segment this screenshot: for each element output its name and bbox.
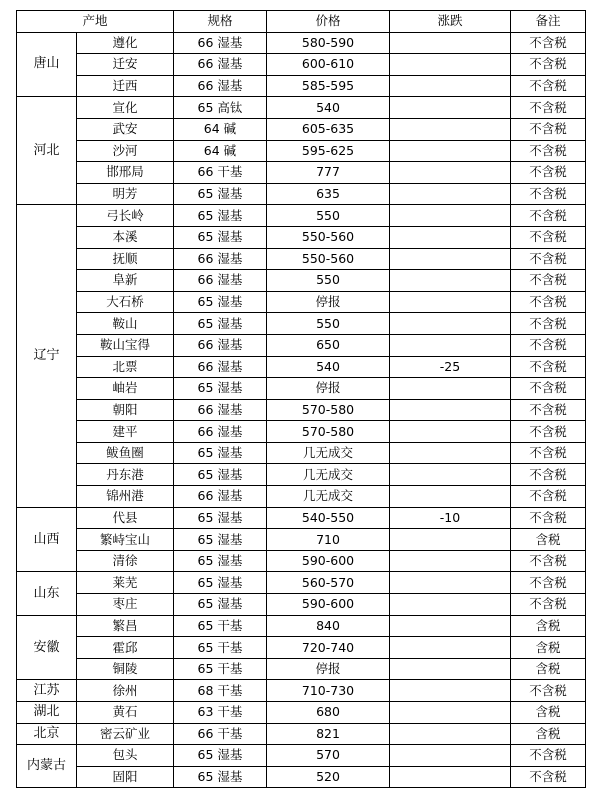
place-cell: 本溪 <box>77 226 174 248</box>
header-origin: 产地 <box>17 11 174 33</box>
note-cell: 不含税 <box>511 421 586 443</box>
table-row <box>17 162 586 184</box>
spec-cell: 65 湿基 <box>174 529 267 551</box>
place-cell: 迁安 <box>77 54 174 76</box>
note-cell: 不含税 <box>511 248 586 270</box>
price-cell: 720-740 <box>267 637 390 659</box>
place-cell: 清徐 <box>77 550 174 572</box>
price-cell: 几无成交 <box>267 486 390 508</box>
price-table <box>16 10 586 788</box>
region-cell: 山东 <box>17 572 77 615</box>
note-cell: 不含税 <box>511 464 586 486</box>
note-cell: 含税 <box>511 702 586 724</box>
spec-cell: 65 湿基 <box>174 183 267 205</box>
note-cell: 含税 <box>511 615 586 637</box>
note-cell: 含税 <box>511 529 586 551</box>
change-cell <box>390 118 511 140</box>
spec-cell: 66 湿基 <box>174 75 267 97</box>
table-row <box>17 399 586 421</box>
place-cell: 铜陵 <box>77 658 174 680</box>
note-cell: 不含税 <box>511 32 586 54</box>
table-row <box>17 572 586 594</box>
change-cell <box>390 162 511 184</box>
change-cell <box>390 205 511 227</box>
place-cell: 密云矿业 <box>77 723 174 745</box>
note-cell: 含税 <box>511 723 586 745</box>
spec-cell: 66 干基 <box>174 723 267 745</box>
price-cell: 540 <box>267 97 390 119</box>
header-note: 备注 <box>511 11 586 33</box>
table-row <box>17 594 586 616</box>
change-cell <box>390 399 511 421</box>
region-cell: 辽宁 <box>17 205 77 507</box>
note-cell: 不含税 <box>511 291 586 313</box>
price-cell: 680 <box>267 702 390 724</box>
place-cell: 鞍山宝得 <box>77 334 174 356</box>
change-cell <box>390 291 511 313</box>
spec-cell: 66 湿基 <box>174 399 267 421</box>
table-row <box>17 334 586 356</box>
change-cell <box>390 572 511 594</box>
change-cell: -10 <box>390 507 511 529</box>
table-row <box>17 97 586 119</box>
change-cell <box>390 97 511 119</box>
change-cell <box>390 723 511 745</box>
spec-cell: 66 湿基 <box>174 356 267 378</box>
table-row <box>17 615 586 637</box>
table-row <box>17 723 586 745</box>
table-row <box>17 226 586 248</box>
place-cell: 丹东港 <box>77 464 174 486</box>
price-cell: 600-610 <box>267 54 390 76</box>
table-row <box>17 529 586 551</box>
note-cell: 不含税 <box>511 118 586 140</box>
table-row <box>17 702 586 724</box>
table-row <box>17 270 586 292</box>
price-cell: 570 <box>267 745 390 767</box>
spec-cell: 66 湿基 <box>174 54 267 76</box>
price-cell: 570-580 <box>267 421 390 443</box>
price-cell: 550-560 <box>267 226 390 248</box>
table-row <box>17 680 586 702</box>
price-cell: 550 <box>267 313 390 335</box>
spec-cell: 66 干基 <box>174 162 267 184</box>
note-cell: 不含税 <box>511 442 586 464</box>
spec-cell: 66 湿基 <box>174 486 267 508</box>
price-cell: 710 <box>267 529 390 551</box>
price-cell: 停报 <box>267 291 390 313</box>
spec-cell: 65 湿基 <box>174 313 267 335</box>
price-cell: 590-600 <box>267 550 390 572</box>
region-cell: 山西 <box>17 507 77 572</box>
note-cell: 不含税 <box>511 356 586 378</box>
place-cell: 抚顺 <box>77 248 174 270</box>
region-cell: 唐山 <box>17 32 77 97</box>
table-body <box>17 32 586 788</box>
change-cell <box>390 32 511 54</box>
spec-cell: 65 干基 <box>174 637 267 659</box>
table-row <box>17 32 586 54</box>
region-cell: 内蒙古 <box>17 745 77 788</box>
table-row <box>17 766 586 788</box>
change-cell <box>390 378 511 400</box>
change-cell <box>390 334 511 356</box>
spec-cell: 65 湿基 <box>174 507 267 529</box>
region-cell: 江苏 <box>17 680 77 702</box>
spec-cell: 66 湿基 <box>174 421 267 443</box>
table-row <box>17 356 586 378</box>
note-cell: 不含税 <box>511 140 586 162</box>
spec-cell: 65 湿基 <box>174 226 267 248</box>
price-cell: 570-580 <box>267 399 390 421</box>
change-cell <box>390 486 511 508</box>
note-cell: 不含税 <box>511 205 586 227</box>
place-cell: 莱芜 <box>77 572 174 594</box>
spec-cell: 64 碱 <box>174 118 267 140</box>
place-cell: 建平 <box>77 421 174 443</box>
table-row <box>17 313 586 335</box>
place-cell: 武安 <box>77 118 174 140</box>
place-cell: 迁西 <box>77 75 174 97</box>
price-cell: 550 <box>267 205 390 227</box>
change-cell <box>390 680 511 702</box>
table-row <box>17 464 586 486</box>
place-cell: 鲅鱼圈 <box>77 442 174 464</box>
table-row <box>17 745 586 767</box>
spec-cell: 65 湿基 <box>174 464 267 486</box>
spec-cell: 65 湿基 <box>174 594 267 616</box>
table-row <box>17 205 586 227</box>
change-cell <box>390 594 511 616</box>
table-row <box>17 637 586 659</box>
table-row <box>17 118 586 140</box>
price-cell: 605-635 <box>267 118 390 140</box>
place-cell: 邯邢局 <box>77 162 174 184</box>
note-cell: 不含税 <box>511 745 586 767</box>
spec-cell: 63 干基 <box>174 702 267 724</box>
note-cell: 不含税 <box>511 270 586 292</box>
price-cell: 650 <box>267 334 390 356</box>
change-cell <box>390 248 511 270</box>
price-cell: 635 <box>267 183 390 205</box>
region-cell: 北京 <box>17 723 77 745</box>
price-cell: 840 <box>267 615 390 637</box>
change-cell <box>390 702 511 724</box>
header-change: 涨跌 <box>390 11 511 33</box>
change-cell <box>390 270 511 292</box>
place-cell: 锦州港 <box>77 486 174 508</box>
change-cell <box>390 658 511 680</box>
place-cell: 大石桥 <box>77 291 174 313</box>
price-cell: 580-590 <box>267 32 390 54</box>
header-spec: 规格 <box>174 11 267 33</box>
note-cell: 不含税 <box>511 594 586 616</box>
price-cell: 585-595 <box>267 75 390 97</box>
note-cell: 不含税 <box>511 572 586 594</box>
table-row <box>17 183 586 205</box>
note-cell: 不含税 <box>511 766 586 788</box>
table-row <box>17 75 586 97</box>
change-cell <box>390 442 511 464</box>
note-cell: 不含税 <box>511 378 586 400</box>
note-cell: 不含税 <box>511 97 586 119</box>
spec-cell: 65 湿基 <box>174 291 267 313</box>
change-cell <box>390 615 511 637</box>
spec-cell: 64 碱 <box>174 140 267 162</box>
table-row <box>17 54 586 76</box>
place-cell: 包头 <box>77 745 174 767</box>
change-cell <box>390 75 511 97</box>
place-cell: 黄石 <box>77 702 174 724</box>
place-cell: 沙河 <box>77 140 174 162</box>
table-row <box>17 658 586 680</box>
table-row <box>17 507 586 529</box>
change-cell <box>390 226 511 248</box>
place-cell: 弓长岭 <box>77 205 174 227</box>
price-cell: 595-625 <box>267 140 390 162</box>
note-cell: 不含税 <box>511 75 586 97</box>
change-cell <box>390 421 511 443</box>
note-cell: 不含税 <box>511 486 586 508</box>
place-cell: 朝阳 <box>77 399 174 421</box>
spec-cell: 65 湿基 <box>174 745 267 767</box>
change-cell <box>390 637 511 659</box>
table-row <box>17 421 586 443</box>
region-cell: 湖北 <box>17 702 77 724</box>
place-cell: 繁峙宝山 <box>77 529 174 551</box>
price-cell: 540-550 <box>267 507 390 529</box>
change-cell <box>390 183 511 205</box>
note-cell: 不含税 <box>511 183 586 205</box>
price-cell: 540 <box>267 356 390 378</box>
spec-cell: 68 干基 <box>174 680 267 702</box>
header-row <box>17 11 586 33</box>
change-cell: -25 <box>390 356 511 378</box>
place-cell: 阜新 <box>77 270 174 292</box>
table-row <box>17 248 586 270</box>
note-cell: 不含税 <box>511 550 586 572</box>
table-row <box>17 486 586 508</box>
place-cell: 代县 <box>77 507 174 529</box>
price-cell: 550 <box>267 270 390 292</box>
change-cell <box>390 54 511 76</box>
note-cell: 含税 <box>511 637 586 659</box>
price-cell: 710-730 <box>267 680 390 702</box>
change-cell <box>390 313 511 335</box>
spec-cell: 65 湿基 <box>174 550 267 572</box>
note-cell: 不含税 <box>511 334 586 356</box>
spec-cell: 65 干基 <box>174 658 267 680</box>
spec-cell: 65 高钛 <box>174 97 267 119</box>
change-cell <box>390 745 511 767</box>
note-cell: 不含税 <box>511 226 586 248</box>
place-cell: 徐州 <box>77 680 174 702</box>
note-cell: 不含税 <box>511 162 586 184</box>
change-cell <box>390 140 511 162</box>
place-cell: 宣化 <box>77 97 174 119</box>
place-cell: 鞍山 <box>77 313 174 335</box>
place-cell: 枣庄 <box>77 594 174 616</box>
region-cell: 安徽 <box>17 615 77 680</box>
place-cell: 霍邱 <box>77 637 174 659</box>
table-row <box>17 378 586 400</box>
place-cell: 繁昌 <box>77 615 174 637</box>
price-cell: 560-570 <box>267 572 390 594</box>
spec-cell: 66 湿基 <box>174 32 267 54</box>
price-cell: 520 <box>267 766 390 788</box>
price-cell: 停报 <box>267 658 390 680</box>
note-cell: 不含税 <box>511 507 586 529</box>
table-row <box>17 550 586 572</box>
spec-cell: 66 湿基 <box>174 270 267 292</box>
spec-cell: 65 湿基 <box>174 442 267 464</box>
note-cell: 不含税 <box>511 399 586 421</box>
change-cell <box>390 464 511 486</box>
change-cell <box>390 529 511 551</box>
header-price: 价格 <box>267 11 390 33</box>
spec-cell: 65 湿基 <box>174 766 267 788</box>
price-table-container <box>16 10 586 788</box>
price-cell: 几无成交 <box>267 464 390 486</box>
spec-cell: 65 湿基 <box>174 378 267 400</box>
place-cell: 岫岩 <box>77 378 174 400</box>
table-row <box>17 291 586 313</box>
price-cell: 777 <box>267 162 390 184</box>
place-cell: 固阳 <box>77 766 174 788</box>
spec-cell: 65 湿基 <box>174 205 267 227</box>
note-cell: 不含税 <box>511 313 586 335</box>
change-cell <box>390 766 511 788</box>
spec-cell: 66 湿基 <box>174 334 267 356</box>
region-cell: 河北 <box>17 97 77 205</box>
note-cell: 含税 <box>511 658 586 680</box>
spec-cell: 65 湿基 <box>174 572 267 594</box>
change-cell <box>390 550 511 572</box>
place-cell: 北票 <box>77 356 174 378</box>
table-row <box>17 140 586 162</box>
price-cell: 590-600 <box>267 594 390 616</box>
price-cell: 550-560 <box>267 248 390 270</box>
price-cell: 821 <box>267 723 390 745</box>
spec-cell: 65 干基 <box>174 615 267 637</box>
price-cell: 几无成交 <box>267 442 390 464</box>
place-cell: 遵化 <box>77 32 174 54</box>
note-cell: 不含税 <box>511 54 586 76</box>
table-row <box>17 442 586 464</box>
spec-cell: 66 湿基 <box>174 248 267 270</box>
note-cell: 不含税 <box>511 680 586 702</box>
place-cell: 明芳 <box>77 183 174 205</box>
price-cell: 停报 <box>267 378 390 400</box>
